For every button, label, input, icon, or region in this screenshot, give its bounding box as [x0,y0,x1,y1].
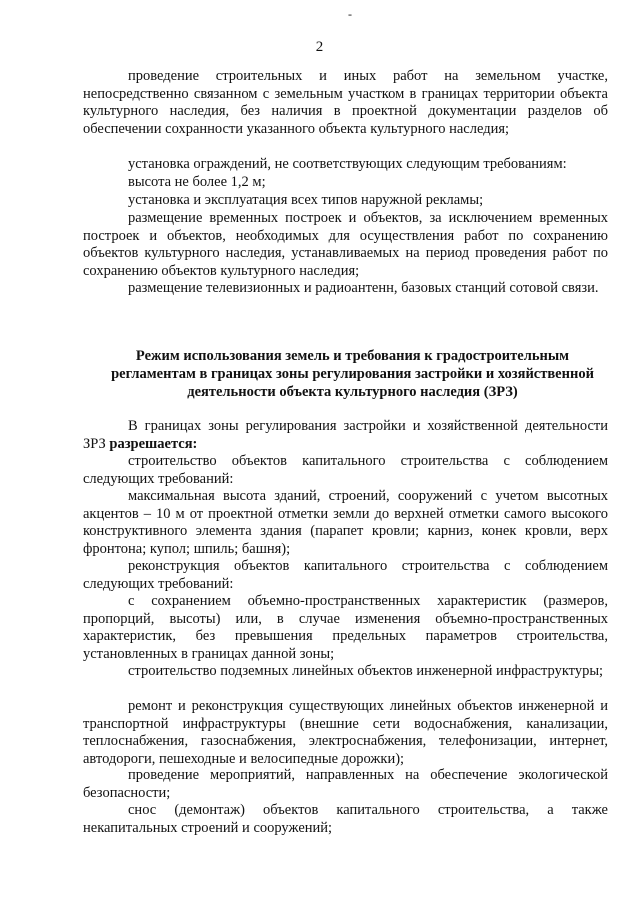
paragraph-zrz-allowed [83,418,608,453]
page-number: 2 [315,39,324,55]
paragraph-construction-works: проведение строительных и иных работ на земельном участке, непосредственно связанном с земельным участком в границах территории объекта культурного наследия, без наличия в проектной документации разделов об обеспечении сохранности указанного объекта культурного наследия; [83,68,608,137]
paragraph-antennas: размещение телевизионных и радиоантенн, базовых станций сотовой связи. [128,280,599,296]
paragraph-reconstruction: реконструкция объектов капитального строительства с соблюдением следующих требований: [83,558,608,592]
paragraph-ecological-safety: проведение мероприятий, направленных на обеспечение экологической безопасности; [83,767,608,801]
paragraph-temporary-buildings: размещение временных построек и объектов, за исключением временных построек и объектов, необходимых для осуществления работ по сохранению объектов культурного наследия, устанавливаемых на период проведения работ по сохранению объектов культурного наследия; [83,210,608,279]
paragraph-fences: установка ограждений, не соответствующих следующим требованиям: [128,156,567,172]
paragraph-fence-height: высота не более 1,2 м; [128,174,266,190]
paragraph-advertising: установка и эксплуатация всех типов наружной рекламы; [128,192,484,208]
page-mark: - [348,7,352,21]
paragraph-new-construction: строительство объектов капитального строительства с соблюдением следующих требований: [83,453,608,487]
paragraph-underground-objects: строительство подземных линейных объектов инженерной инфраструктуры; [128,663,604,679]
heading-line-1: Режим использования земель и требования к градостроительным [135,348,570,364]
zrz-allowed-label: разрешается: [109,435,198,452]
section-heading [95,348,610,401]
paragraph-max-height: максимальная высота зданий, строений, сооружений с учетом высотных акцентов – 10 м от проектной отметки земли до верхней отметки самого высокого конструктивного элемента здания (парапет кровли; карниз, конек кровли, верх фронтона; купол; шпиль; башня); [83,488,608,557]
heading-line-2: регламентам в границах зоны регулирования застройки и хозяйственной [111,365,594,382]
paragraph-volume-preservation: с сохранением объемно-пространственных характеристик (размеров, пропорций, высоты) или, в случае изменения объемно-пространственных характеристик, без превышения предельных параметров строительства, установленных в границах данной зоны; [83,593,608,662]
paragraph-infrastructure-repair: ремонт и реконструкция существующих линейных объектов инженерной и транспортной инфраструктуры (внешние сети водоснабжения, канализации, теплоснабжения, газоснабжения, электроснабжения, телефонизации, интернет, автодороги, пешеходные и велосипедные дорожки); [83,698,608,767]
heading-line-3: деятельности объекта культурного наследия (ЗРЗ) [187,383,518,400]
zrz-intro-text: В границах зоны регулирования застройки и хозяйственной деятельности ЗРЗ [83,418,608,452]
paragraph-demolition: снос (демонтаж) объектов капитального строительства, а также некапитальных строений и сооружений; [83,802,608,836]
